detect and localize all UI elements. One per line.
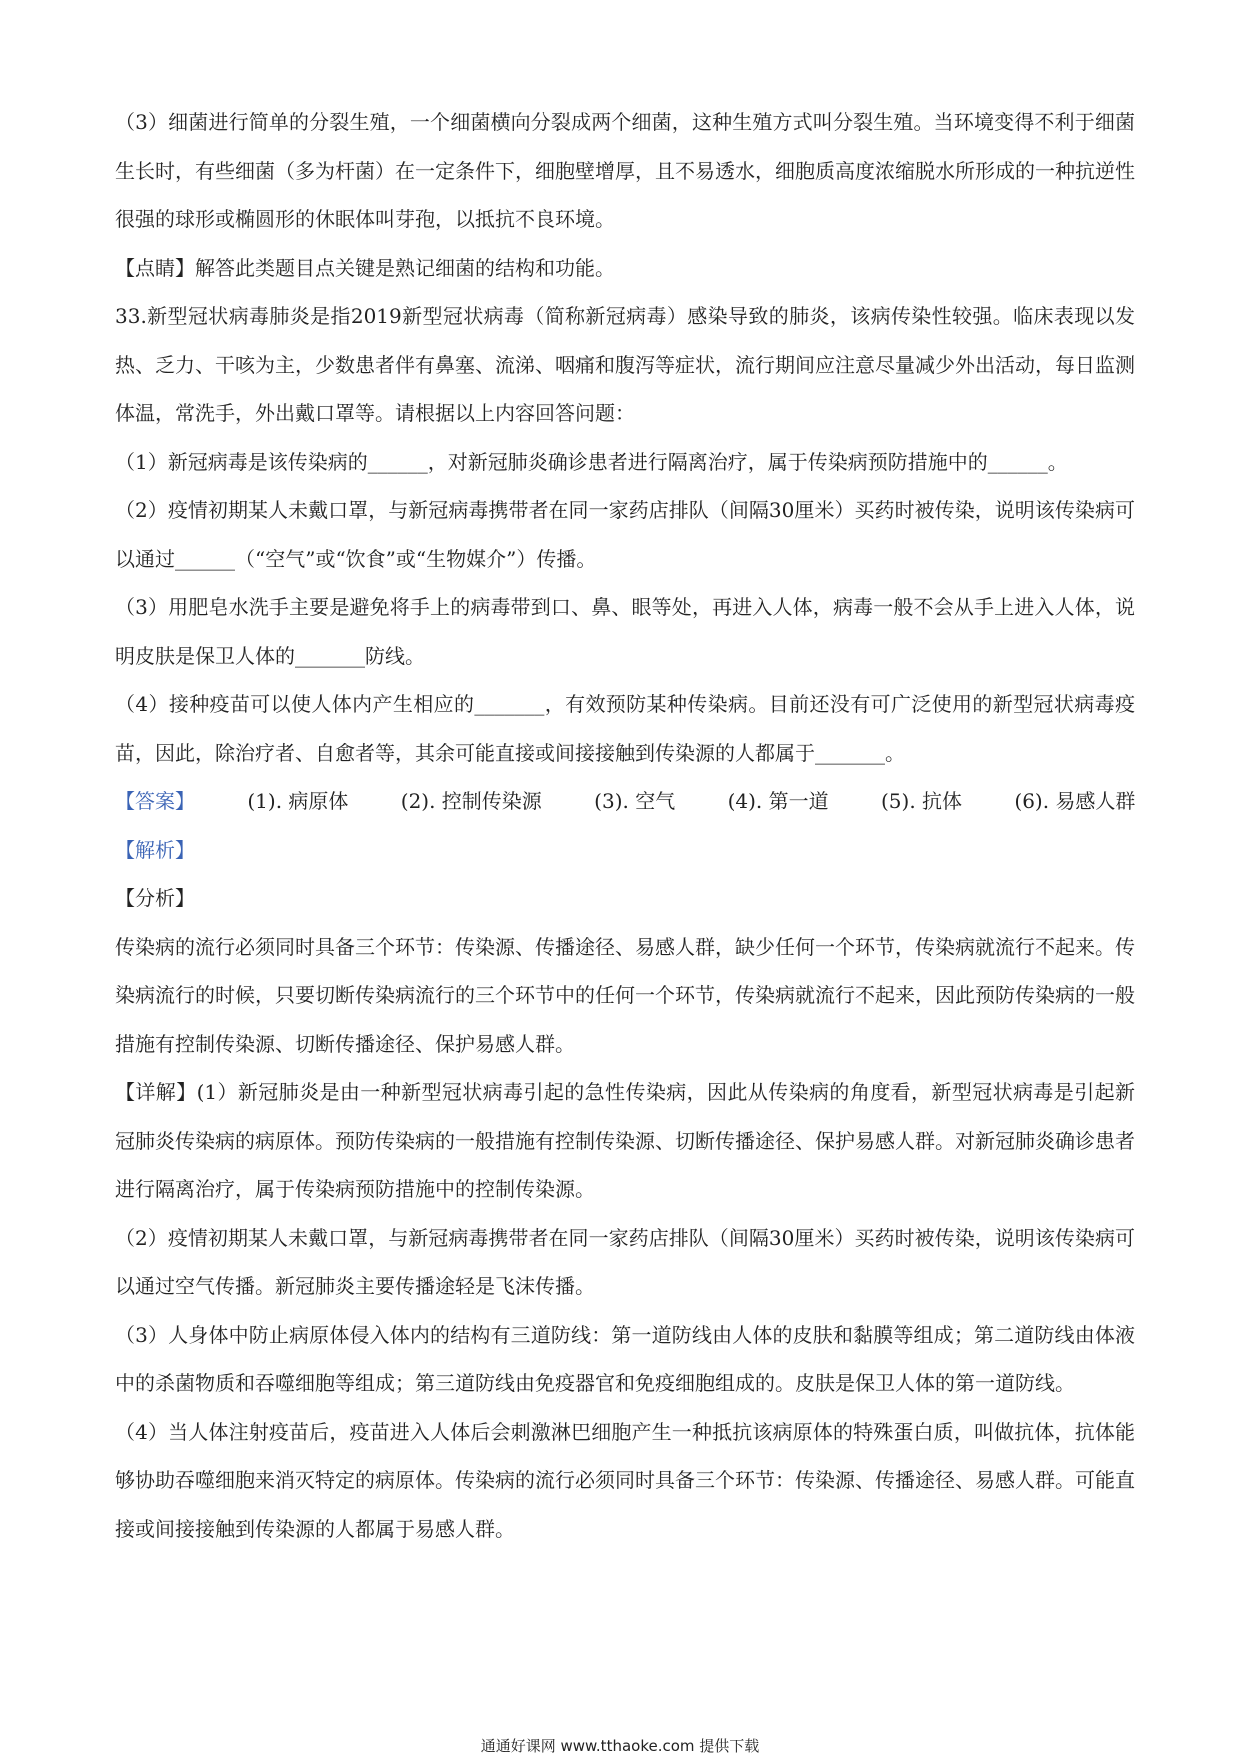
page-footer: 通通好课网 www.tthaoke.com 提供下载 (480, 1737, 760, 1755)
paragraph-dianjing: 【点睛】解答此类题目点关键是熟记细菌的结构和功能。 (115, 255, 615, 280)
question-33-part-2: （2）疫情初期某人未戴口罩，与新冠病毒携带者在同一家药店排队（间隔30厘米）买药时被传染，说明该传染病可以通过______（“空气”或“饮食”或“生物媒介”）传播。 (115, 498, 1135, 571)
detail-paragraph-4: （4）当人体注射疫苗后，疫苗进入人体后会刺激淋巴细胞产生一种抵抗该病原体的特殊蛋白质，叫做抗体，抗体能够协助吞噬细胞来消灭特定的病原体。传染病的流行必须同时具备三个环节：传染源、传播途径、易感人群。可能直接或间接接触到传染源的人都属于易感人群。 (115, 1419, 1135, 1541)
detail-paragraph-2: （2）疫情初期某人未戴口罩，与新冠病毒携带者在同一家药店排队（间隔30厘米）买药时被传染，说明该传染病可以通过空气传播。新冠肺炎主要传播途轻是飞沫传播。 (115, 1225, 1135, 1298)
document-page (115, 98, 1135, 1553)
answer-item-3: (3). 空气 (594, 789, 676, 813)
answer-item-5: (5). 抗体 (880, 789, 963, 813)
fenxi-label: 【分析】 (115, 886, 195, 910)
answer-item-2: (2). 控制传染源 (400, 789, 542, 813)
paragraph-bacteria-reproduction: （3）细菌进行简单的分裂生殖，一个细菌横向分裂成两个细菌，这种生殖方式叫分裂生殖。当环境变得不利于细菌生长时，有些细菌（多为杆菌）在一定条件下，细胞壁增厚，且不易透水，细胞质高度浓缩脱水所形成的一种抗逆性很强的球形或椭圆形的休眠体叫芽孢，以抵抗不良环境。 (115, 110, 1135, 231)
answer-item-4: (4). 第一道 (727, 789, 829, 813)
detail-paragraph-1: 【详解】(1）新冠肺炎是由一种新型冠状病毒引起的急性传染病，因此从传染病的角度看，新型冠状病毒是引起新冠肺炎传染病的病原体。预防传染病的一般措施有控制传染源、切断传播途径、保护易感人群。对新冠肺炎确诊患者进行隔离治疗，属于传染病预防措施中的控制传染源。 (115, 1080, 1135, 1201)
answer-item-1: (1). 病原体 (247, 789, 349, 813)
answer-label: 【答案】 (115, 789, 195, 813)
analysis-label: 【解析】 (115, 837, 195, 862)
answer-item-6: (6). 易感人群 (1014, 789, 1136, 813)
answer-row (115, 777, 1135, 826)
analysis-paragraph-1: 传染病的流行必须同时具备三个环节：传染源、传播途径、易感人群，缺少任何一个环节，传染病就流行不起来。传染病流行的时候，只要切断传染病流行的三个环节中的任何一个环节，传染病就流行不起来，因此预防传染病的一般措施有控制传染源、切断传播途径、保护易感人群。 (115, 934, 1135, 1056)
detail-paragraph-3: （3）人身体中防止病原体侵入体内的结构有三道防线：第一道防线由人体的皮肤和黏膜等组成；第二道防线由体液中的杀菌物质和吞噬细胞等组成；第三道防线由免疫器官和免疫细胞组成的。皮肤是保卫人体的第一道防线。 (115, 1322, 1135, 1395)
question-33-part-1: （1）新冠病毒是该传染病的______，对新冠肺炎确诊患者进行隔离治疗，属于传染病预防措施中的______。 (115, 449, 1068, 474)
question-33-stem: 33.新型冠状病毒肺炎是指2019新型冠状病毒（简称新冠病毒）感染导致的肺炎，该病传染性较强。临床表现以发热、乏力、干咳为主，少数患者伴有鼻塞、流涕、咽痛和腹泻等症状，流行期间应注意尽量减少外出活动，每日监测体温，常洗手，外出戴口罩等。请根据以上内容回答问题： (115, 304, 1135, 425)
question-33-part-3: （3）用肥皂水洗手主要是避免将手上的病毒带到口、鼻、眼等处，再进入人体，病毒一般不会从手上进入人体，说明皮肤是保卫人体的_______防线。 (115, 595, 1135, 668)
question-33-part-4: （4）接种疫苗可以使人体内产生相应的_______，有效预防某种传染病。目前还没有可广泛使用的新型冠状病毒疫苗，因此，除治疗者、自愈者等，其余可能直接或间接接触到传染源的人都属于_______。 (115, 692, 1135, 765)
